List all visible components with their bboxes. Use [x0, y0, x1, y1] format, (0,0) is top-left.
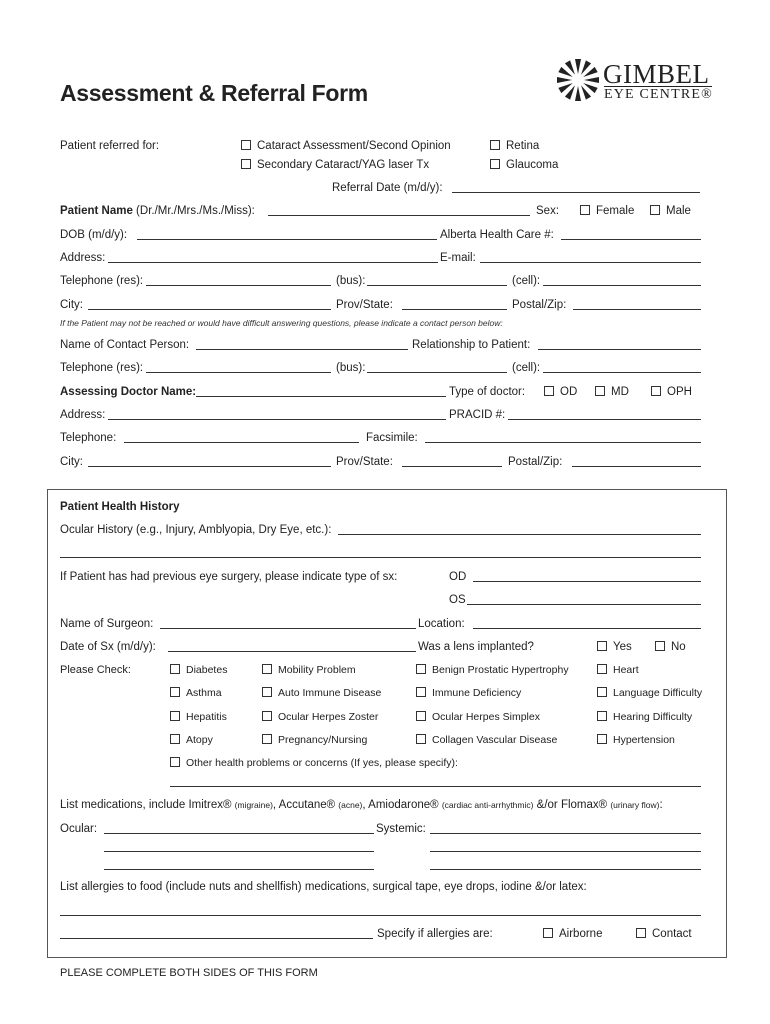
- checkbox[interactable]: [597, 687, 607, 697]
- ocular-history-field-2[interactable]: [60, 557, 701, 558]
- doctor-address-field[interactable]: [108, 419, 446, 420]
- option-label: Female: [596, 205, 635, 217]
- option-label: Secondary Cataract/YAG laser Tx: [257, 159, 430, 171]
- dob-label: DOB (m/d/y):: [60, 229, 128, 241]
- option-label: Hearing Difficulty: [613, 711, 693, 723]
- condition-herpes-simplex[interactable]: [416, 710, 540, 724]
- ocular-history-label: Ocular History (e.g., Injury, Amblyopia, Dry Eye, etc.):: [60, 524, 332, 536]
- checkbox[interactable]: [170, 734, 180, 744]
- option-label: OPH: [667, 386, 692, 398]
- patient-prov-label: Prov/State:: [336, 299, 393, 311]
- patient-name-label: Patient Name (Dr./Mr./Mrs./Ms./Miss):: [60, 205, 255, 217]
- doctor-telephone-field[interactable]: [124, 442, 359, 443]
- ahc-field[interactable]: [561, 239, 701, 240]
- checkbox[interactable]: [490, 140, 500, 150]
- checkbox[interactable]: [597, 664, 607, 674]
- location-label: Location:: [418, 618, 465, 630]
- referral-date-label: Referral Date (m/d/y):: [332, 182, 443, 194]
- condition-other[interactable]: [170, 756, 458, 770]
- sex-male-option[interactable]: [650, 204, 691, 218]
- checkbox[interactable]: [597, 734, 607, 744]
- condition-hypertension[interactable]: [597, 733, 675, 747]
- patient-prov-field[interactable]: [402, 309, 507, 310]
- patient-cell-field[interactable]: [543, 285, 701, 286]
- option-label: Cataract Assessment/Second Opinion: [257, 140, 451, 152]
- doctor-type-md[interactable]: [595, 385, 629, 399]
- contact-tel-res-label: Telephone (res):: [60, 362, 144, 374]
- referral-option-glaucoma[interactable]: [490, 158, 558, 172]
- doctor-type-label: Type of doctor:: [449, 386, 526, 398]
- checkbox[interactable]: [170, 711, 180, 721]
- checkbox[interactable]: [636, 928, 646, 938]
- option-label: Collagen Vascular Disease: [432, 734, 558, 746]
- condition-heart[interactable]: [597, 663, 639, 677]
- option-label: Hepatitis: [186, 711, 227, 723]
- date-sx-field[interactable]: [168, 651, 416, 652]
- surgery-os-field[interactable]: [467, 604, 701, 605]
- condition-pregnancy[interactable]: [262, 733, 367, 747]
- other-conditions-field[interactable]: [170, 786, 701, 787]
- patient-postal-label: Postal/Zip:: [512, 299, 567, 311]
- eye-surgery-label: If Patient has had previous eye surgery, please indicate type of sx:: [60, 571, 398, 583]
- checkbox[interactable]: [416, 664, 426, 674]
- option-label: Airborne: [559, 928, 603, 940]
- allergy-airborne-option[interactable]: [543, 927, 602, 941]
- sunburst-logo-icon: [556, 58, 600, 102]
- doctor-postal-label: Postal/Zip:: [508, 456, 563, 468]
- patient-city-field[interactable]: [88, 309, 331, 310]
- pracid-label: PRACID #:: [449, 409, 506, 421]
- option-label: OD: [560, 386, 578, 398]
- patient-city-label: City:: [60, 299, 83, 311]
- doctor-type-od[interactable]: [544, 385, 577, 399]
- ocular-meds-field-2[interactable]: [104, 851, 374, 852]
- contact-cell-field[interactable]: [543, 372, 701, 373]
- checkbox[interactable]: [170, 687, 180, 697]
- patient-tel-res-label: Telephone (res):: [60, 275, 144, 287]
- patient-address-label: Address:: [60, 252, 106, 264]
- option-label: Diabetes: [186, 664, 228, 676]
- patient-bus-label: (bus):: [336, 275, 366, 287]
- systemic-meds-field-3[interactable]: [430, 869, 701, 870]
- condition-collagen[interactable]: [416, 733, 557, 747]
- checkbox[interactable]: [262, 711, 272, 721]
- doctor-name-field[interactable]: [196, 396, 446, 397]
- ocular-history-field[interactable]: [338, 534, 701, 535]
- doctor-type-oph[interactable]: [651, 385, 692, 399]
- option-label: Pregnancy/Nursing: [278, 734, 368, 746]
- option-label: Benign Prostatic Hypertrophy: [432, 664, 569, 676]
- checkbox[interactable]: [170, 664, 180, 674]
- checkbox[interactable]: [416, 734, 426, 744]
- condition-bph[interactable]: [416, 663, 569, 677]
- pracid-field[interactable]: [508, 419, 701, 420]
- doctor-prov-field[interactable]: [402, 466, 502, 467]
- dob-field[interactable]: [137, 239, 437, 240]
- gimbel-logo: [556, 58, 716, 104]
- checkbox[interactable]: [262, 664, 272, 674]
- checkbox[interactable]: [416, 711, 426, 721]
- option-label: Heart: [613, 664, 639, 676]
- condition-atopy[interactable]: [170, 733, 213, 747]
- allergy-type-label: Specify if allergies are:: [377, 928, 493, 940]
- condition-hepatitis[interactable]: [170, 710, 227, 724]
- condition-language[interactable]: [597, 686, 702, 700]
- relationship-field[interactable]: [538, 349, 701, 350]
- facsimile-field[interactable]: [425, 442, 701, 443]
- logo-subname: EYE CENTRE®: [604, 87, 713, 102]
- surgeon-label: Name of Surgeon:: [60, 618, 154, 630]
- doctor-prov-label: Prov/State:: [336, 456, 393, 468]
- doctor-city-label: City:: [60, 456, 83, 468]
- referral-option-retina[interactable]: [490, 139, 539, 153]
- relationship-label: Relationship to Patient:: [412, 339, 531, 351]
- option-label: Glaucoma: [506, 159, 559, 171]
- logo-name: GIMBEL: [603, 59, 710, 89]
- surgery-od-field[interactable]: [473, 581, 701, 582]
- doctor-postal-field[interactable]: [572, 466, 701, 467]
- checkbox[interactable]: [597, 641, 607, 651]
- location-field[interactable]: [473, 628, 701, 629]
- ocular-meds-label: Ocular:: [60, 823, 98, 835]
- option-label: Contact: [652, 928, 692, 940]
- option-label: Immune Deficiency: [432, 687, 522, 699]
- option-label: No: [671, 641, 686, 653]
- doctor-name-label: Assessing Doctor Name:: [60, 386, 197, 398]
- condition-mobility[interactable]: [262, 663, 356, 677]
- condition-immune-deficiency[interactable]: [416, 686, 521, 700]
- checkbox[interactable]: [595, 386, 605, 396]
- sex-label: Sex:: [536, 205, 560, 217]
- checkbox[interactable]: [262, 687, 272, 697]
- checkbox[interactable]: [651, 386, 661, 396]
- checkbox[interactable]: [241, 159, 251, 169]
- referral-option-yag[interactable]: [241, 158, 429, 172]
- email-label: E-mail:: [440, 252, 476, 264]
- contact-name-label: Name of Contact Person:: [60, 339, 190, 351]
- contact-bus-label: (bus):: [336, 362, 366, 374]
- patient-cell-label: (cell):: [512, 275, 541, 287]
- option-label: Mobility Problem: [278, 664, 356, 676]
- condition-diabetes[interactable]: [170, 663, 227, 677]
- checkbox[interactable]: [490, 159, 500, 169]
- lens-no-option[interactable]: [655, 640, 686, 654]
- doctor-telephone-label: Telephone:: [60, 432, 117, 444]
- surgery-os-label: OS: [449, 594, 466, 606]
- option-label: Male: [666, 205, 691, 217]
- patient-address-field[interactable]: [108, 262, 438, 263]
- patient-name-field[interactable]: [268, 215, 530, 216]
- referred-for-label: Patient referred for:: [60, 140, 160, 152]
- checkbox[interactable]: [170, 757, 180, 767]
- footer-notice: PLEASE COMPLETE BOTH SIDES OF THIS FORM: [60, 967, 318, 979]
- sex-female-option[interactable]: [580, 204, 634, 218]
- option-label: Ocular Herpes Zoster: [278, 711, 379, 723]
- contact-cell-label: (cell):: [512, 362, 541, 374]
- patient-tel-res-field[interactable]: [146, 285, 331, 286]
- facsimile-label: Facsimile:: [366, 432, 418, 444]
- option-label: Atopy: [186, 734, 213, 746]
- option-label: Retina: [506, 140, 540, 152]
- ocular-meds-field-1[interactable]: [104, 833, 374, 834]
- option-label: Auto Immune Disease: [278, 687, 382, 699]
- option-label: Ocular Herpes Simplex: [432, 711, 540, 723]
- condition-herpes-zoster[interactable]: [262, 710, 378, 724]
- checkbox[interactable]: [655, 641, 665, 651]
- option-label: Hypertension: [613, 734, 675, 746]
- ocular-meds-field-3[interactable]: [104, 869, 374, 870]
- checkbox[interactable]: [241, 140, 251, 150]
- allergies-field-1[interactable]: [60, 915, 701, 916]
- allergies-field-2[interactable]: [60, 938, 373, 939]
- checkbox[interactable]: [597, 711, 607, 721]
- ahc-label: Alberta Health Care #:: [440, 229, 554, 241]
- option-label: MD: [611, 386, 629, 398]
- doctor-city-field[interactable]: [88, 466, 331, 467]
- condition-hearing[interactable]: [597, 710, 692, 724]
- allergy-contact-option[interactable]: [636, 927, 692, 941]
- systemic-meds-field-2[interactable]: [430, 851, 701, 852]
- contact-note: If the Patient may not be reached or would have difficult answering questions, please indicate a contact person below:: [60, 318, 503, 328]
- checkbox[interactable]: [543, 928, 553, 938]
- referral-option-cataract[interactable]: [241, 139, 451, 153]
- option-label: Yes: [613, 641, 632, 653]
- allergies-label: List allergies to food (include nuts and shellfish) medications, surgical tape, eye drops, iodine &/or latex:: [60, 881, 587, 893]
- doctor-address-label: Address:: [60, 409, 106, 421]
- please-check-label: Please Check:: [60, 664, 131, 676]
- health-history-heading: Patient Health History: [60, 501, 180, 513]
- checkbox[interactable]: [580, 205, 590, 215]
- lens-implanted-label: Was a lens implanted?: [418, 641, 534, 653]
- checkbox[interactable]: [416, 687, 426, 697]
- patient-postal-field[interactable]: [573, 309, 701, 310]
- condition-autoimmune[interactable]: [262, 686, 381, 700]
- email-field[interactable]: [480, 262, 701, 263]
- medications-label: List medications, include Imitrex® (migraine), Accutane® (acne), Amiodarone® (cardiac anti-arrhythmic) &/or Flomax® (urinary flow):: [60, 799, 663, 811]
- checkbox[interactable]: [650, 205, 660, 215]
- surgery-od-label: OD: [449, 571, 467, 583]
- date-sx-label: Date of Sx (m/d/y):: [60, 641, 156, 653]
- contact-bus-field[interactable]: [367, 372, 507, 373]
- systemic-meds-field-1[interactable]: [430, 833, 701, 834]
- contact-tel-res-field[interactable]: [146, 372, 331, 373]
- option-label: Asthma: [186, 687, 222, 699]
- option-label: Language Difficulty: [613, 687, 703, 699]
- surgeon-field[interactable]: [160, 628, 416, 629]
- page-title: Assessment & Referral Form: [60, 80, 368, 106]
- option-label: Other health problems or concerns (If yes, please specify):: [186, 757, 458, 769]
- contact-name-field[interactable]: [196, 349, 408, 350]
- systemic-meds-label: Systemic:: [376, 823, 426, 835]
- condition-asthma[interactable]: [170, 686, 222, 700]
- patient-bus-field[interactable]: [367, 285, 507, 286]
- checkbox[interactable]: [262, 734, 272, 744]
- lens-yes-option[interactable]: [597, 640, 632, 654]
- referral-date-field[interactable]: [452, 192, 700, 193]
- checkbox[interactable]: [544, 386, 554, 396]
